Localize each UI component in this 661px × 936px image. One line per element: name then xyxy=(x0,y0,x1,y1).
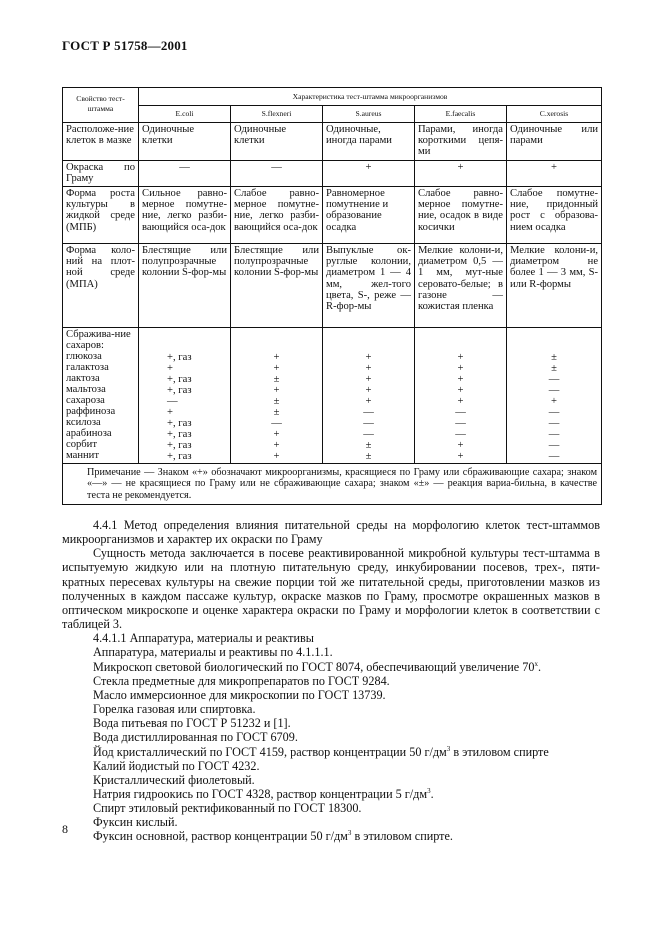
sugar-value: ± xyxy=(551,363,557,374)
sugar-value: + xyxy=(273,429,280,440)
sugar-value: — xyxy=(455,418,466,429)
table-note xyxy=(63,464,602,505)
sugar-value: +, газ xyxy=(167,418,192,429)
sugar-value: — xyxy=(455,429,466,440)
sugar-value: + xyxy=(273,363,280,374)
sugar-name: ксилоза xyxy=(66,417,101,429)
sugar-names-cell xyxy=(63,328,139,464)
table-cell: Мелкие колони-и, диаметром 0,5 — 1 мм, мут-ные серовато-белые; в газоне — кожистая пленка xyxy=(415,244,507,328)
sugar-value: + xyxy=(273,451,280,462)
sugar-header: Сбражива-ние сахаров: xyxy=(66,329,131,352)
sugar-values-saureus xyxy=(323,328,415,464)
sugar-values-efaecalis xyxy=(415,328,507,464)
paragraph xyxy=(62,745,600,759)
sugar-value: +, газ xyxy=(167,451,192,462)
table-cell: Парами, иногда короткими цепя-ми xyxy=(415,123,507,161)
strain-header: E.coli xyxy=(139,106,231,123)
paragraph: 4.4.1 Метод определения влияния питательной среды на морфологию клеток тест-штаммов микроорганизмов и характер их окраски по Граму xyxy=(62,518,600,547)
sugar-value: + xyxy=(457,352,464,363)
paragraph: Сущность метода заключается в посеве реактивированной микробной культуры тест-штамма в испытуемую жидкую или на плотную питательную среду, инкубировании посевов, трех-, пяти-кратных пересевах культуры на свежие порции той же питательной среды, приготовлении мазков из полученных в каждом пассаже культур, окраске мазков по Граму, просмотре окрашенных мазков в оптическом микроскопе и оценке характера окраски по Граму и морфологии клеток в соответствии с таблицей 3. xyxy=(62,546,600,632)
paragraph: Спирт этиловый ректификованный по ГОСТ 18300. xyxy=(93,801,362,816)
sugar-name: глюкоза xyxy=(66,351,102,363)
sugar-value: ± xyxy=(365,440,372,451)
strain-characteristics-table xyxy=(62,87,602,505)
sugar-name: маннит xyxy=(66,450,99,462)
paragraph: Калий йодистый по ГОСТ 4232. xyxy=(93,758,260,773)
paragraph-text: . xyxy=(430,786,434,801)
table-cell: Равномерное помутнение и образование осадка xyxy=(323,187,415,244)
sugar-value: + xyxy=(365,396,372,407)
superscript: 3 xyxy=(347,829,352,838)
group-header: Характеристика тест-штамма микроорганизмов xyxy=(139,88,602,106)
sugar-values-sflexneri xyxy=(231,328,323,464)
table-cell: + xyxy=(415,161,507,187)
paragraph-text: в этиловом спирте xyxy=(450,744,549,759)
sugar-value: ± xyxy=(273,374,280,385)
table-cell: Блестящие или полупрозрачные колонии S-фор-мы xyxy=(139,244,231,328)
superscript: 3 xyxy=(446,744,451,753)
sugar-value: — xyxy=(167,396,178,407)
sugar-value: + xyxy=(457,374,464,385)
paragraph: Аппаратура, материалы и реактивы по 4.1.1.1. xyxy=(93,645,333,660)
row-label: Форма коло-ний на плот-ной среде (МПА) xyxy=(63,244,139,328)
table-cell: + xyxy=(323,161,415,187)
paragraph-text: Фуксин основной, раствор концентрации 50 г/дм xyxy=(93,829,348,844)
paragraph: 4.4.1.1 Аппаратура, материалы и реактивы xyxy=(93,631,314,646)
document-header: ГОСТ Р 51758—2001 xyxy=(62,38,188,53)
sugar-value: ± xyxy=(551,352,557,363)
sugar-value: + xyxy=(365,352,372,363)
sugar-name: арабиноза xyxy=(66,428,112,440)
sugar-value: ± xyxy=(273,407,280,418)
table-cell: Слабое равно-мерное помутне-ние, осадок в виде косички xyxy=(415,187,507,244)
table-cell: Одиночные клетки xyxy=(231,123,323,161)
strain-header: S.aureus xyxy=(323,106,415,123)
sugar-value: + xyxy=(365,385,372,396)
sugar-value: + xyxy=(457,363,464,374)
superscript: 3 xyxy=(427,786,431,795)
sugar-value: + xyxy=(457,396,464,407)
strain-header: E.faecalis xyxy=(415,106,507,123)
paragraph-text: Йод кристаллический по ГОСТ 4159, раствор концентрации 50 г/дм xyxy=(93,744,447,759)
sugar-value: — xyxy=(548,451,560,462)
superscript: х xyxy=(534,659,538,668)
sugar-name: галактоза xyxy=(66,362,109,374)
sugar-value: + xyxy=(273,385,280,396)
paragraph-text: . xyxy=(537,659,541,674)
sugar-name: сорбит xyxy=(66,439,97,451)
sugar-value: — xyxy=(548,374,560,385)
row-label: Форма роста культуры в жидкой среде (МПБ) xyxy=(63,187,139,244)
table-cell: Одиночные клетки xyxy=(139,123,231,161)
table-cell: Слабое равно-мерное помутне-ние, легко разби-вающийся оса-док xyxy=(231,187,323,244)
sugar-value: + xyxy=(365,363,372,374)
paragraph: Масло иммерсионное для микроскопии по ГОСТ 13739. xyxy=(93,687,386,702)
sugar-value: + xyxy=(457,451,464,462)
sugar-value: — xyxy=(548,418,560,429)
sugar-value: + xyxy=(457,440,464,451)
sugar-value: +, газ xyxy=(167,374,192,385)
paragraph: Вода питьевая по ГОСТ Р 51232 и [1]. xyxy=(93,716,291,731)
paragraph xyxy=(62,829,600,843)
sugar-value: ± xyxy=(365,451,372,462)
sugar-value: — xyxy=(363,407,374,418)
strain-header: C.xerosis xyxy=(507,106,602,123)
sugar-value: — xyxy=(455,407,466,418)
sugar-value: ± xyxy=(273,396,280,407)
paragraph: Кристаллический фиолетовый. xyxy=(93,772,255,787)
table-cell: Сильное равно-мерное помутне-ние, легко разби-вающийся оса-док xyxy=(139,187,231,244)
sugar-value: + xyxy=(457,385,464,396)
table-note-text: Примечание — Знаком «+» обозначают микроорганизмы, красящиеся по Граму или сбраживающие сахара; знаком «—» — не красящиеся по Граму или не сбраживающие сахара; знаком «±» — реакция вариа-бильна, в качестве теста не рекомендуется. xyxy=(87,467,598,501)
row-label: Окраска по Граму xyxy=(63,161,139,187)
sugar-value: — xyxy=(548,440,560,451)
table-cell: Выпуклые ок-руглые колонии, диаметром 1 — 4 мм, жел-того цвета, S-, реже — R-фор-мы xyxy=(323,244,415,328)
sugar-values-ecoli xyxy=(139,328,231,464)
sugar-value: + xyxy=(365,374,372,385)
sugar-name: сахароза xyxy=(66,395,105,407)
sugar-value: +, газ xyxy=(167,385,192,396)
sugar-value: — xyxy=(363,429,374,440)
sugar-name: мальтоза xyxy=(66,384,106,396)
sugar-value: — xyxy=(548,429,560,440)
paragraph-text: Микроскоп световой биологический по ГОСТ 8074, обеспечивающий увеличение 70 xyxy=(93,659,535,674)
sugar-value: +, газ xyxy=(167,352,192,363)
page-number: 8 xyxy=(62,822,68,836)
paragraph xyxy=(62,787,600,801)
table-cell: Слабое помутне-ние, придонный рост с образова-нием осадка xyxy=(507,187,602,244)
sugar-values-cxerosis xyxy=(507,328,602,464)
paragraph: Стекла предметные для микропрепаратов по ГОСТ 9284. xyxy=(93,673,390,688)
paragraph: Вода дистиллированная по ГОСТ 6709. xyxy=(93,730,298,745)
sugar-value: + xyxy=(273,440,280,451)
table-cell: Блестящие или полупрозрачные колонии S-фор-мы xyxy=(231,244,323,328)
table-cell: + xyxy=(507,161,602,187)
paragraph-text: Натрия гидроокись по ГОСТ 4328, раствор концентрации 5 г/дм xyxy=(93,786,428,801)
paragraph: Горелка газовая или спиртовка. xyxy=(93,702,256,717)
sugar-value: — xyxy=(363,418,374,429)
sugar-value: + xyxy=(167,407,173,418)
sugar-value: — xyxy=(548,407,560,418)
sugar-value: + xyxy=(551,396,557,407)
body-text xyxy=(62,518,600,844)
sugar-value: +, газ xyxy=(167,440,192,451)
table-cell: Одиночные или парами xyxy=(507,123,602,161)
sugar-name: раффиноза xyxy=(66,406,116,418)
paragraph-text: в этиловом спирте. xyxy=(351,829,453,844)
row-label: Расположе-ние клеток в мазке xyxy=(63,123,139,161)
strain-header: S.flexneri xyxy=(231,106,323,123)
sugar-value: — xyxy=(548,385,560,396)
table-cell: Одиночные, иногда парами xyxy=(323,123,415,161)
table-cell: — xyxy=(139,161,231,187)
sugar-value: — xyxy=(271,418,282,429)
table-cell: — xyxy=(231,161,323,187)
sugar-value: + xyxy=(167,363,173,374)
column-header-property: Свойство тест-штамма xyxy=(63,88,139,123)
sugar-value: +, газ xyxy=(167,429,192,440)
sugar-value: + xyxy=(273,352,280,363)
sugar-name: лактоза xyxy=(66,373,100,385)
table-cell: Мелкие колони-и, диаметром не более 1 — 3 мм, S- или R-формы xyxy=(507,244,602,328)
paragraph xyxy=(62,660,600,674)
paragraph: Фуксин кислый. xyxy=(93,815,178,830)
